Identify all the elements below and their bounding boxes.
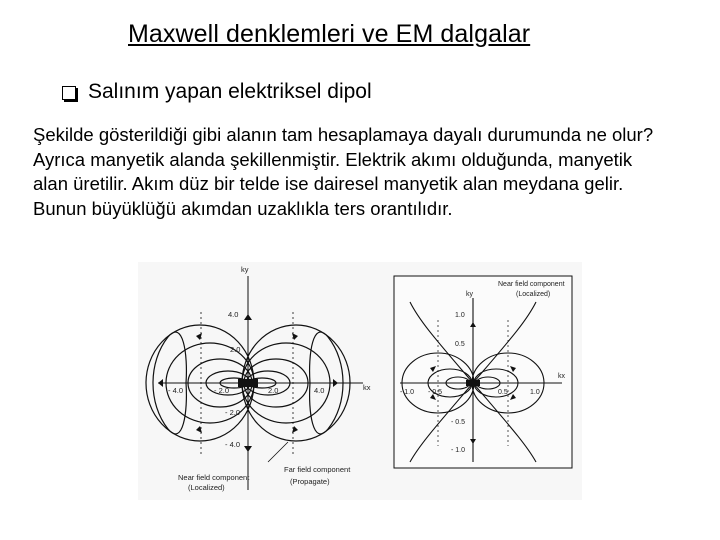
right-y-axis-label: ky	[466, 291, 473, 298]
bullet-item	[62, 80, 372, 104]
right-x-tick: - 0.5	[428, 389, 443, 396]
left-y-tick: 2.0	[230, 345, 241, 354]
left-y-tick: - 4.0	[225, 440, 241, 449]
body-paragraph	[33, 123, 720, 221]
left-y-tick: - 2.0	[225, 408, 241, 417]
left-x-tick: 2.0	[268, 386, 279, 395]
paragraph-line: Bunun büyüklüğü akımdan uzaklıkla ters orantılıdır.	[33, 197, 453, 219]
left-x-axis-label: kx	[363, 383, 371, 392]
left-y-tick: 4.0	[228, 310, 239, 319]
right-y-tick: 1.0	[455, 312, 465, 319]
paragraph-line: Şekilde gösterildiği gibi alanın tam hesaplamaya dayalı durumunda ne olur?	[33, 124, 654, 145]
right-y-tick: 0.5	[455, 341, 465, 348]
right-y-tick: - 0.5	[451, 419, 466, 426]
checkbox-bullet-icon	[62, 86, 76, 100]
left-caption-line1: Near field component	[178, 473, 250, 482]
left-y-axis-label: ky	[241, 265, 249, 274]
dipole-field-figure	[138, 262, 582, 500]
left-x-tick: - 4.0	[168, 386, 184, 395]
far-field-caption-line1: Far field component	[284, 465, 351, 474]
right-x-tick: 1.0	[530, 389, 540, 396]
right-caption-line1: Near field component	[498, 281, 565, 288]
paragraph-line: Ayrıca manyetik alanda şekillenmiştir. Elektrik akımı olduğunda, manyetik	[33, 148, 633, 170]
right-x-tick: - 1.0	[400, 389, 415, 396]
paragraph-line: alan üretilir. Akım düz bir telde ise dairesel manyetik alan meydana gelir.	[33, 173, 624, 194]
right-caption-line2: (Localized)	[516, 291, 551, 298]
left-x-tick: 4.0	[314, 386, 325, 395]
right-y-tick: - 1.0	[451, 447, 466, 454]
bullet-text: Salınım yapan elektriksel dipol	[88, 80, 372, 103]
right-x-axis-label: kx	[558, 373, 565, 380]
dipole-field-diagram	[138, 262, 582, 500]
left-x-tick: - 2.0	[214, 386, 230, 395]
right-field-panel	[394, 276, 572, 468]
far-field-caption-line2: (Propagate)	[290, 477, 330, 486]
slide-title: Maxwell denklemleri ve EM dalgalar	[128, 20, 531, 48]
left-caption-line2: (Localized)	[188, 483, 225, 492]
right-x-tick: 0.5	[498, 389, 508, 396]
